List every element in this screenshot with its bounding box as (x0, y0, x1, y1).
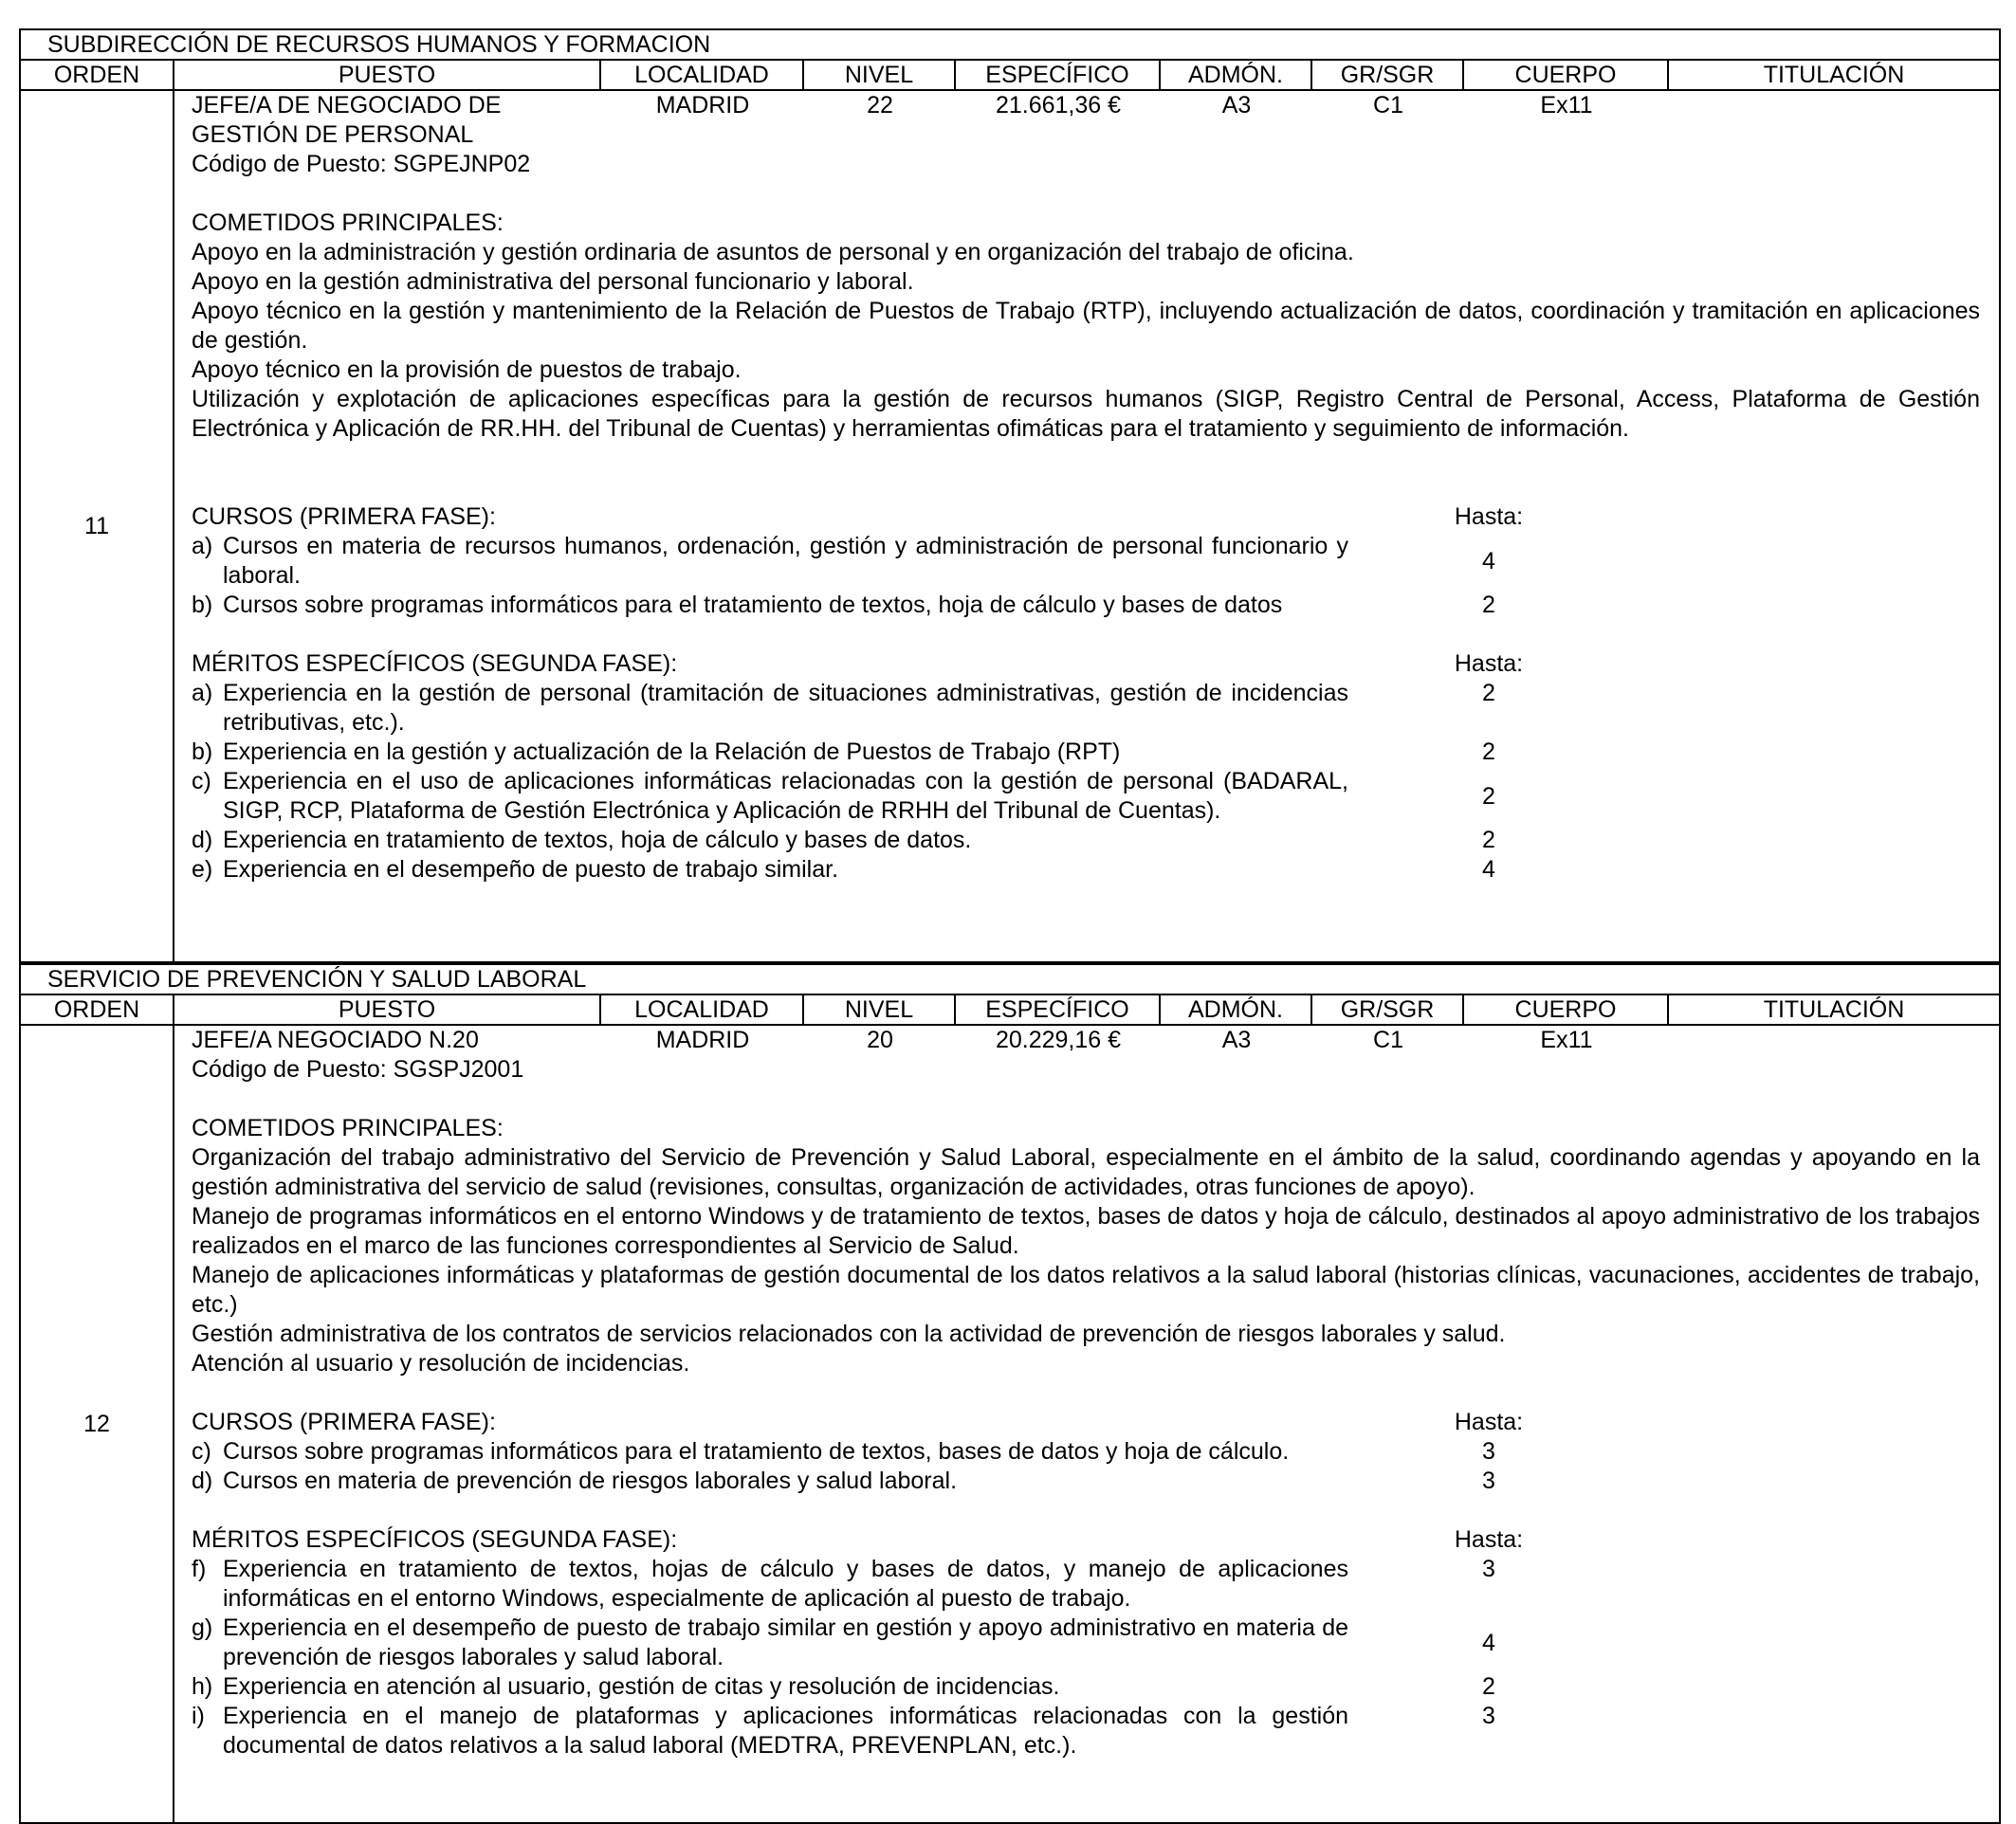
item-points: 3 (1482, 1468, 1495, 1494)
list-item (192, 1702, 1980, 1760)
meritos-title: MÉRITOS ESPECÍFICOS (SEGUNDA FASE): (192, 1526, 678, 1553)
localidad-value: MADRID (655, 1027, 750, 1053)
header-admon: ADMÓN. (1161, 61, 1312, 89)
item-label: h) (192, 1673, 213, 1700)
header-cuerpo: CUERPO (1464, 995, 1669, 1024)
cometido-item: Gestión administrativa de los contratos de servicios relacionados con la actividad de prevención de riesgos laborales y salud. (192, 1321, 1506, 1347)
item-points: 2 (1482, 680, 1495, 706)
item-points: 3 (1482, 1556, 1495, 1582)
list-item (192, 1614, 1980, 1672)
cometido-item: Utilización y explotación de aplicaciones específicas para la gestión de recursos humanos (SIGP, Registro Central de Personal, Access, Plataforma de Gestión Electrónica y Aplicación de RR.HH. del Tribunal de Cuentas) y herramientas ofimáticas para el tratamiento y seguimiento de información. (192, 386, 1980, 442)
cometido-item: Atención al usuario y resolución de incidencias. (192, 1350, 690, 1377)
header-titulacion: TITULACIÓN (1763, 62, 1905, 88)
orden-number: 11 (21, 91, 174, 961)
hasta-label: Hasta: (1454, 650, 1524, 677)
section-body (21, 91, 1999, 961)
cuerpo-value: Ex11 (1540, 92, 1593, 119)
header-localidad: LOCALIDAD (601, 61, 804, 89)
list-item (192, 532, 1980, 591)
list-item (192, 767, 1980, 826)
cometidos-title: COMETIDOS PRINCIPALES: (192, 210, 504, 236)
item-points: 2 (1482, 827, 1495, 853)
item-text: Cursos en materia de prevención de riesgos laborales y salud laboral. (223, 1468, 958, 1494)
cometidos-title: COMETIDOS PRINCIPALES: (192, 1115, 504, 1141)
especifico-value: 20.229,16 € (995, 1027, 1122, 1053)
hasta-label: Hasta: (1454, 503, 1524, 530)
column-headers (21, 61, 1999, 91)
item-text: Experiencia en la gestión y actualización de la Relación de Puestos de Trabajo (RPT) (223, 739, 1121, 765)
puesto-line: JEFE/A NEGOCIADO N.20 (192, 1027, 479, 1053)
admon-value: A3 (1221, 92, 1252, 119)
item-text: Experiencia en tratamiento de textos, hoja de cálculo y bases de datos. (223, 827, 972, 853)
header-nivel: NIVEL (804, 995, 956, 1024)
header-admon: ADMÓN. (1161, 995, 1312, 1024)
puesto-name (192, 1026, 601, 1085)
list-item (192, 679, 1980, 738)
header-nivel: NIVEL (804, 61, 956, 89)
header-orden: ORDEN (21, 61, 174, 89)
item-points: 2 (1482, 1673, 1495, 1700)
cometido-item: Apoyo técnico en la gestión y mantenimiento de la Relación de Puestos de Trabajo (RTP), incluyendo actualización de datos, coordinación y tramitación en aplicaciones de gestión. (192, 298, 1980, 354)
cometido-item: Manejo de aplicaciones informáticas y plataformas de gestión documental de los datos relativos a la salud laboral (historias clínicas, vacunaciones, accidentes de trabajo, etc.) (192, 1262, 1980, 1318)
cuerpo-value: Ex11 (1540, 1027, 1593, 1053)
especifico-value: 21.661,36 € (995, 92, 1122, 119)
list-item (192, 1672, 1980, 1702)
item-text: Cursos sobre programas informáticos para el tratamiento de textos, hoja de cálculo y bases de datos (223, 592, 1283, 618)
localidad-value: MADRID (655, 92, 750, 119)
orden-number: 12 (21, 1026, 174, 1822)
document-page (19, 28, 2001, 1824)
cursos-header (192, 1408, 1980, 1437)
header-localidad: LOCALIDAD (601, 995, 804, 1024)
header-especifico: ESPECÍFICO (956, 61, 1161, 89)
header-puesto: PUESTO (174, 995, 601, 1024)
header-orden: ORDEN (21, 995, 174, 1024)
grsgr-value: C1 (1373, 92, 1403, 119)
column-headers (21, 995, 1999, 1026)
item-points: 4 (1482, 856, 1495, 883)
item-points: 4 (1482, 547, 1495, 575)
puesto-codigo: Código de Puesto: SGSPJ2001 (192, 1056, 524, 1083)
list-item (192, 1467, 1980, 1496)
item-text: Experiencia en la gestión de personal (tramitación de situaciones administrativas, gestión de incidencias retributivas, etc.). (223, 680, 1348, 736)
header-puesto: PUESTO (174, 61, 601, 89)
item-text: Experiencia en el manejo de plataformas y aplicaciones informáticas relacionadas con la gestión documental de datos relativos a la salud laboral (MEDTRA, PREVENPLAN, etc.). (223, 1703, 1348, 1759)
cometido-item: Manejo de programas informáticos en el entorno Windows y de tratamiento de textos, bases de datos y hoja de cálculo, destinados al apoyo administrativo de los trabajos realizados en el marco de las funciones correspondientes al Servicio de Salud. (192, 1203, 1980, 1259)
puesto-row (192, 91, 1980, 179)
puesto-line: GESTIÓN DE PERSONAL (192, 121, 474, 148)
item-label: a) (192, 680, 213, 706)
list-item (192, 738, 1980, 767)
puesto-name (192, 91, 601, 179)
item-label: d) (192, 1468, 213, 1494)
list-item (192, 826, 1980, 855)
item-label: c) (192, 1438, 211, 1465)
cometido-item: Apoyo en la administración y gestión ordinaria de asuntos de personal y en organización del trabajo de oficina. (192, 239, 1354, 265)
puesto-row (192, 1026, 1980, 1085)
item-points: 2 (1482, 592, 1495, 618)
hasta-label: Hasta: (1454, 1409, 1524, 1435)
item-text: Experiencia en atención al usuario, gestión de citas y resolución de incidencias. (223, 1673, 1060, 1700)
item-text: Experiencia en tratamiento de textos, hojas de cálculo y bases de datos, y manejo de aplicaciones informáticas en el entorno Windows, especialmente de aplicación al puesto de trabajo. (223, 1556, 1348, 1612)
cursos-title: CURSOS (PRIMERA FASE): (192, 503, 496, 530)
meritos-title: MÉRITOS ESPECÍFICOS (SEGUNDA FASE): (192, 650, 678, 677)
item-label: f) (192, 1556, 207, 1582)
header-grsgr: GR/SGR (1312, 61, 1464, 89)
item-label: e) (192, 856, 213, 883)
cometido-item: Apoyo en la gestión administrativa del personal funcionario y laboral. (192, 268, 914, 295)
header-cuerpo: CUERPO (1464, 61, 1669, 89)
puesto-codigo: Código de Puesto: SGPEJNP02 (192, 151, 531, 177)
item-text: Experiencia en el uso de aplicaciones informáticas relacionadas con la gestión de personal (BADARAL, SIGP, RCP, Plataforma de Gestión Electrónica y Aplicación de RRHH del Tribunal de Cuentas). (223, 768, 1348, 824)
item-text: Experiencia en el desempeño de puesto de trabajo similar. (223, 856, 839, 883)
cometido-item: Apoyo técnico en la provisión de puestos de trabajo. (192, 356, 742, 383)
item-label: b) (192, 592, 213, 618)
item-label: d) (192, 827, 213, 853)
puesto-line: JEFE/A DE NEGOCIADO DE (192, 92, 502, 119)
cometido-item: Organización del trabajo administrativo del Servicio de Prevención y Salud Laboral, especialmente en el ámbito de la salud, coordinando agendas y apoyando en la gestión administrativa del servicio de salud (revisiones, consultas, organización de actividades, otras funciones de apoyo). (192, 1144, 1980, 1200)
meritos-header (192, 1525, 1980, 1555)
section-body (21, 1026, 1999, 1822)
list-item (192, 855, 1980, 885)
item-points: 2 (1482, 782, 1495, 810)
section-content (174, 91, 1999, 961)
header-especifico: ESPECÍFICO (956, 995, 1161, 1024)
item-label: a) (192, 533, 213, 559)
nivel-value: 22 (867, 92, 893, 119)
item-points: 4 (1482, 1629, 1495, 1656)
item-text: Cursos sobre programas informáticos para el tratamiento de textos, bases de datos y hoja de cálculo. (223, 1438, 1290, 1465)
list-item (192, 591, 1980, 620)
item-points: 3 (1482, 1703, 1495, 1729)
item-text: Experiencia en el desempeño de puesto de trabajo similar en gestión y apoyo administrativo en materia de prevención de riesgos laborales y salud laboral. (223, 1614, 1348, 1670)
header-titulacion: TITULACIÓN (1763, 996, 1905, 1023)
item-label: c) (192, 768, 211, 794)
section-prevencion (19, 963, 2001, 1824)
list-item (192, 1555, 1980, 1614)
hasta-label: Hasta: (1454, 1526, 1524, 1553)
section-title: SUBDIRECCIÓN DE RECURSOS HUMANOS Y FORMACION (21, 30, 1999, 61)
section-rrhh (19, 28, 2001, 963)
item-points: 2 (1482, 739, 1495, 765)
cursos-title: CURSOS (PRIMERA FASE): (192, 1409, 496, 1435)
meritos-header (192, 649, 1980, 679)
cursos-header (192, 502, 1980, 532)
section-content (174, 1026, 1999, 1822)
item-text: Cursos en materia de recursos humanos, ordenación, gestión y administración de personal funcionario y laboral. (223, 533, 1348, 589)
list-item (192, 1437, 1980, 1467)
item-label: i) (192, 1703, 205, 1729)
grsgr-value: C1 (1373, 1027, 1403, 1053)
admon-value: A3 (1221, 1027, 1252, 1053)
item-points: 3 (1482, 1438, 1495, 1465)
item-label: b) (192, 739, 213, 765)
header-grsgr: GR/SGR (1312, 995, 1464, 1024)
section-title: SERVICIO DE PREVENCIÓN Y SALUD LABORAL (21, 965, 1999, 995)
nivel-value: 20 (867, 1027, 893, 1053)
item-label: g) (192, 1614, 213, 1641)
